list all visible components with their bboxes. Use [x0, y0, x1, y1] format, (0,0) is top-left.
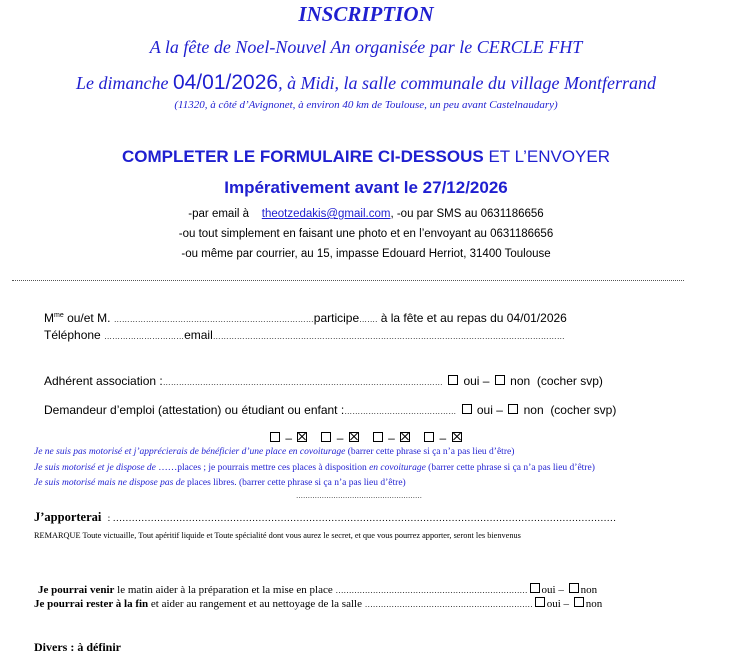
- event-date: 04/01/2026: [172, 71, 279, 94]
- covoit-1-rest: (barrer cette phrase si ça n’a pas lieu d’être): [345, 447, 515, 457]
- email-suffix: , -ou par SMS au 0631186656: [390, 208, 544, 220]
- non-label: non: [523, 403, 544, 417]
- cocher-label: (cocher svp): [536, 374, 603, 388]
- demandeur-dots: ……………………………………: [344, 407, 457, 416]
- covoit-2-italic: Je suis motorisé et je dispose de: [34, 463, 156, 473]
- dash: –: [558, 584, 564, 596]
- non-label: non: [510, 374, 531, 388]
- phone-label: Téléphone: [44, 328, 101, 342]
- photo-line: -ou tout simplement en faisant une photo et en l’envoyant au 0631186656: [178, 228, 554, 240]
- adherent-label: Adhérent association :: [44, 374, 163, 388]
- demandeur-non-checkbox[interactable]: [508, 404, 518, 414]
- apporterai-line: [34, 510, 616, 525]
- heading-blue: COMPLETER LE FORMULAIRE CI-DESSOUS: [121, 147, 484, 166]
- covoit-3-italic: Je suis motorisé mais ne dispose pas de: [34, 478, 185, 488]
- email-line: [0, 208, 732, 220]
- name-line: [44, 311, 567, 325]
- divers-line: Divers : à définir: [34, 640, 121, 654]
- event-subtitle: A la fête de Noel-Nouvel An organisée par le CERCLE FHT: [149, 37, 583, 57]
- covoiturage-line-3[interactable]: [34, 478, 406, 488]
- demandeur-oui-checkbox[interactable]: [462, 404, 472, 414]
- pair2-crossed-box[interactable]: [349, 432, 359, 442]
- covoit-2-rest: (barrer cette phrase si ça n’a pas lieu d’être): [425, 463, 595, 473]
- remarque-line: [34, 531, 521, 540]
- dash: –: [563, 598, 570, 610]
- rester-dots: ………………………………………………………: [364, 600, 533, 609]
- venir-text: le matin aider à la préparation et la mise en place: [114, 584, 336, 596]
- venir-label: Je pourrai venir: [38, 584, 115, 596]
- name-label-rest: ou/et M.: [63, 311, 111, 325]
- pair2-empty-box[interactable]: [321, 432, 331, 442]
- demandeur-label: Demandeur d’emploi (attestation) ou étudiant ou enfant :: [44, 403, 345, 417]
- oui-label: oui: [541, 584, 556, 596]
- instructions-heading: [0, 147, 732, 167]
- venir-non-checkbox[interactable]: [569, 583, 579, 593]
- rester-oui-checkbox[interactable]: [535, 597, 545, 607]
- apporterai-label: J’apporterai: [34, 510, 102, 524]
- participe-field[interactable]: …….: [359, 315, 378, 324]
- covoit-1-italic: Je ne suis pas motorisé et j’apprécierais de bénéficier d’une place en covoiturage: [34, 447, 346, 457]
- dash: –: [388, 431, 395, 445]
- covoiturage-line-1[interactable]: [34, 447, 514, 457]
- heading-rest: ET L’ENVOYER: [483, 147, 611, 166]
- rester-non-checkbox[interactable]: [574, 597, 584, 607]
- covoit-2-mid: ……places ; je pourrais mettre ces places à disposition: [155, 463, 370, 473]
- covoiturage-line-2[interactable]: [34, 463, 595, 473]
- separator-line: [12, 280, 684, 281]
- adherent-oui-checkbox[interactable]: [448, 375, 458, 385]
- non-label: non: [580, 584, 598, 596]
- phone-line: [44, 328, 565, 342]
- pair3-empty-box[interactable]: [373, 432, 383, 442]
- rester-label: Je pourrai rester à la fin: [34, 598, 149, 610]
- participe-label: participe: [313, 311, 360, 325]
- venir-oui-checkbox[interactable]: [530, 583, 540, 593]
- name-label-sup: me: [54, 312, 64, 319]
- pair3-crossed-box[interactable]: [400, 432, 410, 442]
- checkbox-pairs-row: [268, 431, 464, 445]
- email-link[interactable]: theotzedakis@gmail.com: [261, 208, 391, 220]
- deadline: Impérativement avant le 27/12/2026: [224, 178, 508, 197]
- rester-line: [34, 597, 602, 610]
- pair4-crossed-box[interactable]: [452, 432, 462, 442]
- demandeur-line: [44, 403, 616, 417]
- event-date-line: [0, 71, 732, 95]
- rester-text: et aider au rangement et au nettoyage de la salle: [148, 598, 365, 610]
- venir-dots: ………………………………………………………………: [335, 586, 528, 595]
- covoit-2-italic2: en covoiturage: [369, 463, 426, 473]
- non-label: non: [585, 598, 603, 610]
- dash: –: [336, 431, 344, 445]
- oui-label: oui: [463, 374, 480, 388]
- covoit-3-rest: places libres. (barrer cette phrase si ça n’a pas lieu d’être): [184, 478, 406, 488]
- adherent-line: [44, 374, 603, 388]
- email-field[interactable]: ……………………………………………………………………………………………………………………: [212, 332, 565, 341]
- email-prefix: -par email à: [188, 208, 250, 220]
- pair4-empty-box[interactable]: [424, 432, 434, 442]
- name-field[interactable]: …………………………………………………………………: [113, 315, 314, 324]
- pair1-empty-box[interactable]: [270, 432, 280, 442]
- dash: –: [482, 374, 490, 388]
- apporterai-field[interactable]: : ……………………………………………………………………………………………………………………………………………: [107, 514, 617, 524]
- adherent-dots: ……………………………………………………………………………………………: [162, 378, 443, 387]
- dash: –: [285, 431, 293, 445]
- dash: –: [496, 403, 503, 417]
- cocher-label: (cocher svp): [550, 403, 617, 417]
- name-label-m: M: [44, 311, 54, 325]
- adherent-non-checkbox[interactable]: [495, 375, 505, 385]
- participe-suffix: à la fête et au repas du 04/01/2026: [377, 311, 567, 325]
- email-field-label: email: [184, 328, 213, 342]
- page-title: INSCRIPTION: [298, 2, 434, 26]
- small-separator: ………………………………………………: [296, 492, 422, 500]
- location-note: (11320, à côté d’Avignonet, à environ 40 km de Toulouse, un peu avant Castelnaudary): [174, 99, 558, 111]
- oui-label: oui: [546, 598, 561, 610]
- phone-field[interactable]: …………………………: [104, 332, 185, 341]
- remarque-label: REMARQUE: [34, 531, 81, 540]
- oui-label: oui: [476, 403, 493, 417]
- dash: –: [439, 431, 447, 445]
- date-prefix: Le dimanche: [75, 73, 173, 93]
- mail-line: -ou même par courrier, au 15, impasse Edouard Herriot, 31400 Toulouse: [181, 248, 551, 260]
- venir-line: [38, 583, 597, 596]
- date-suffix: , à Midi, la salle communale du village Montferrand: [278, 73, 657, 93]
- remarque-text: Toute victuaille, Tout apéritif liquide et Toute spécialité dont vous aurez le secret, et que vous pourrez apporter, seront les bienvenus: [80, 531, 521, 540]
- pair1-crossed-box[interactable]: [297, 432, 307, 442]
